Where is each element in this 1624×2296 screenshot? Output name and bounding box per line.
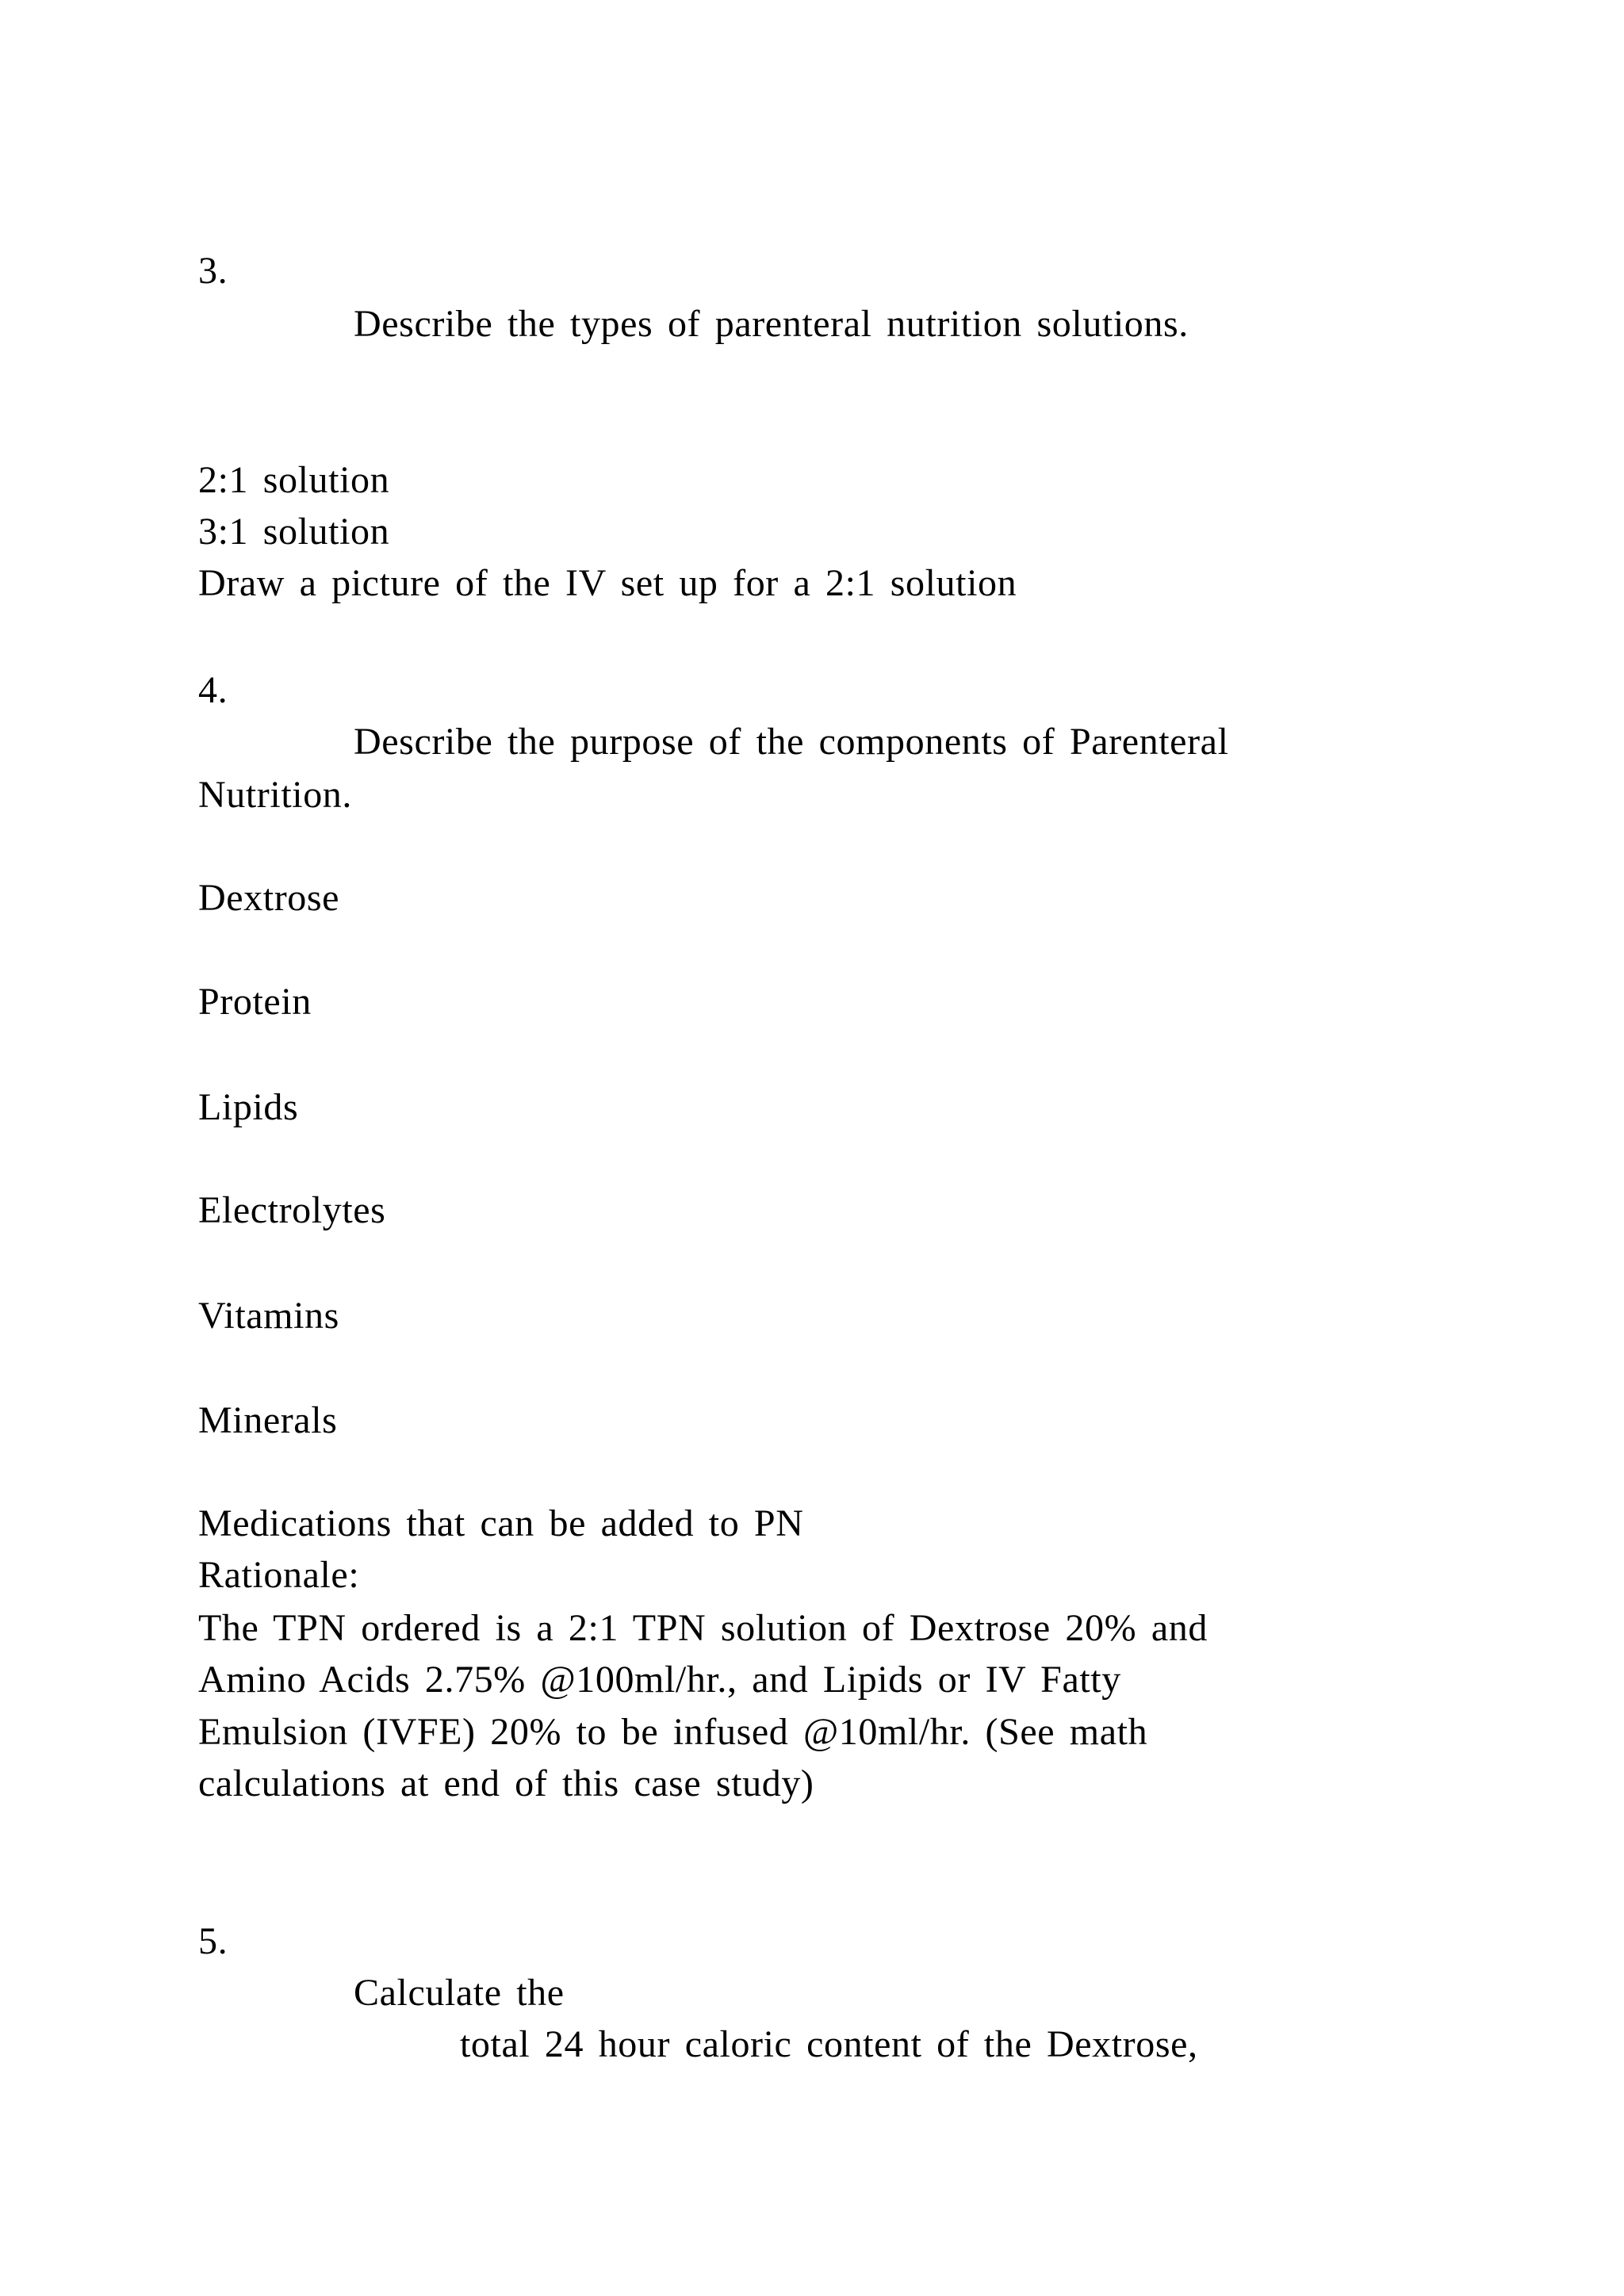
question-3-number: 3. [198, 250, 228, 292]
question-4-prompt-continued: Nutrition. [198, 774, 352, 816]
rationale-text-line: calculations at end of this case study) [198, 1762, 814, 1804]
component-item: Protein [198, 981, 312, 1023]
component-item: Electrolytes [198, 1189, 386, 1231]
question-5-number: 5. [198, 1920, 228, 1962]
component-item: Minerals [198, 1399, 338, 1441]
solution-item: 2:1 solution [198, 459, 390, 501]
question-4-number: 4. [198, 669, 228, 711]
solution-item: 3:1 solution [198, 511, 390, 553]
question-5-prompt: Calculate the [354, 1972, 565, 2014]
rationale-label: Rationale: [198, 1554, 360, 1596]
component-item: Dextrose [198, 877, 340, 919]
component-item: Lipids [198, 1086, 299, 1128]
question-4-prompt: Describe the purpose of the components of Parenteral [354, 721, 1229, 763]
medications-line: Medications that can be added to PN [198, 1502, 804, 1544]
question-3-prompt: Describe the types of parenteral nutrition solutions. [354, 303, 1189, 345]
rationale-text-line: Emulsion (IVFE) 20% to be infused @10ml/hr. (See math [198, 1711, 1148, 1753]
rationale-text-line: The TPN ordered is a 2:1 TPN solution of Dextrose 20% and [198, 1607, 1208, 1649]
component-item: Vitamins [198, 1295, 339, 1337]
question-5-prompt-continued: total 24 hour caloric content of the Dextrose, [460, 2023, 1198, 2065]
iv-setup-instruction: Draw a picture of the IV set up for a 2:1 solution [198, 562, 1017, 604]
rationale-text-line: Amino Acids 2.75% @100ml/hr., and Lipids or IV Fatty [198, 1659, 1121, 1701]
